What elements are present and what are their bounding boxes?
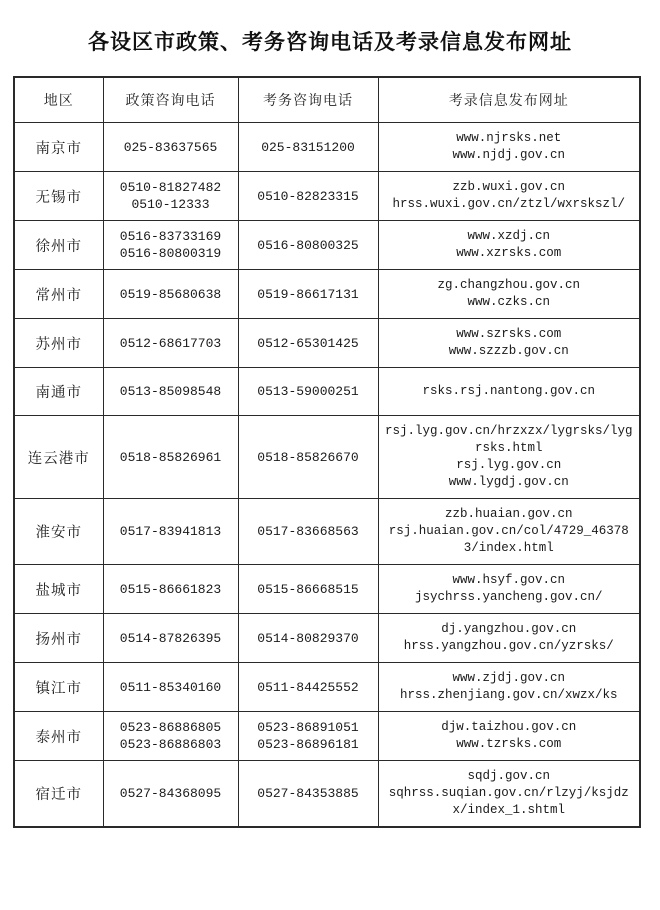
table-row (14, 319, 640, 368)
table-row (14, 499, 640, 565)
region-cell: 泰州市 (14, 712, 103, 761)
exam-phone-cell (238, 416, 378, 499)
exam-phone-line: 0523-86891051 (257, 720, 359, 735)
url-line: www.xzrsks.com (456, 246, 562, 260)
exam-phone-cell (238, 565, 378, 614)
url-cell (378, 172, 640, 221)
url-cell (378, 499, 640, 565)
region-cell: 苏州市 (14, 319, 103, 368)
exam-phone-line: 0512-65301425 (257, 335, 359, 351)
url-cell (378, 761, 640, 828)
url-line: djw.taizhou.gov.cn (441, 720, 577, 734)
url-line: www.zjdj.gov.cn (452, 671, 566, 685)
url-line: sqhrss.suqian.gov.cn/rlzyj/ksjdzx/index_1.shtml (388, 786, 629, 817)
exam-phone-cell (238, 499, 378, 565)
table-row (14, 172, 640, 221)
policy-phone-cell (103, 565, 238, 614)
url-cell (378, 319, 640, 368)
url-cell (378, 123, 640, 172)
exam-phone-line: 0516-80800325 (257, 237, 359, 253)
region-cell: 淮安市 (14, 499, 103, 565)
exam-phone-cell (238, 172, 378, 221)
policy-phone-line: 0519-85680638 (119, 286, 222, 302)
url-line: www.szrsks.com (456, 327, 562, 341)
exam-phone-cell (238, 270, 378, 319)
url-line: rsj.lyg.gov.cn (456, 458, 562, 472)
policy-phone-line: 0517-83941813 (119, 524, 222, 539)
url-line: www.xzdj.cn (467, 229, 550, 243)
region-cell: 盐城市 (14, 565, 103, 614)
policy-phone-cell (103, 221, 238, 270)
exam-phone-line: 0518-85826670 (257, 449, 359, 465)
policy-phone-line: 0518-85826961 (119, 449, 222, 465)
policy-phone-line: 0516-80800319 (119, 246, 222, 261)
policy-phone-line: 0510-81827482 (119, 180, 222, 195)
exam-phone-line: 0513-59000251 (257, 384, 359, 399)
policy-phone-line: 0511-85340160 (119, 679, 222, 695)
exam-phone-line: 0519-86617131 (257, 286, 359, 302)
exam-phone-line: 0527-84353885 (257, 786, 359, 801)
url-cell (378, 221, 640, 270)
url-line: www.njdj.gov.cn (452, 148, 566, 162)
table-row (14, 221, 640, 270)
policy-phone-line: 0514-87826395 (119, 630, 222, 646)
exam-phone-cell (238, 123, 378, 172)
exam-phone-line: 0517-83668563 (257, 524, 359, 539)
table-row (14, 761, 640, 828)
table-header-row (14, 77, 640, 123)
column-header: 地区 (14, 77, 103, 123)
exam-phone-line: 0523-86896181 (257, 737, 359, 752)
document-page (0, 26, 660, 828)
column-header: 考录信息发布网址 (378, 77, 640, 123)
table-row (14, 712, 640, 761)
url-line: www.njrsks.net (456, 131, 562, 145)
url-line: www.czks.cn (467, 295, 550, 309)
policy-phone-cell (103, 270, 238, 319)
policy-phone-cell (103, 368, 238, 416)
exam-phone-line: 0511-84425552 (257, 679, 359, 695)
policy-phone-cell (103, 123, 238, 172)
url-line: rsj.lyg.gov.cn/hrzxzx/lygrsks/lygrsks.html (384, 424, 633, 455)
url-line: hrss.yangzhou.gov.cn/yzrsks/ (403, 639, 614, 653)
url-line: hrss.zhenjiang.gov.cn/xwzx/ks (399, 688, 618, 702)
url-line: www.szzzb.gov.cn (448, 344, 569, 358)
policy-phone-line: 0516-83733169 (119, 229, 222, 244)
page-title: 各设区市政策、考务咨询电话及考录信息发布网址 (88, 30, 572, 54)
exam-phone-line: 0510-82823315 (257, 188, 359, 204)
url-line: zzb.huaian.gov.cn (444, 507, 573, 521)
url-cell (378, 416, 640, 499)
policy-phone-cell (103, 416, 238, 499)
url-cell (378, 565, 640, 614)
region-cell: 扬州市 (14, 614, 103, 663)
url-cell (378, 614, 640, 663)
region-cell: 南通市 (14, 368, 103, 416)
column-header: 考务咨询电话 (238, 77, 378, 123)
url-line: sqdj.gov.cn (467, 769, 550, 783)
region-cell: 徐州市 (14, 221, 103, 270)
policy-phone-cell (103, 319, 238, 368)
exam-phone-cell (238, 712, 378, 761)
policy-phone-cell (103, 614, 238, 663)
policy-phone-cell (103, 172, 238, 221)
policy-phone-line: 0527-84368095 (119, 786, 222, 801)
policy-phone-line: 0510-12333 (131, 197, 210, 212)
exam-phone-line: 0515-86668515 (257, 581, 359, 597)
column-header: 政策咨询电话 (103, 77, 238, 123)
region-cell: 无锡市 (14, 172, 103, 221)
url-line: www.tzrsks.com (456, 737, 562, 751)
policy-phone-line: 025-83637565 (123, 139, 218, 155)
url-cell (378, 712, 640, 761)
policy-phone-line: 0512-68617703 (119, 335, 222, 351)
policy-phone-line: 0513-85098548 (119, 384, 222, 399)
url-cell (378, 663, 640, 712)
exam-phone-cell (238, 368, 378, 416)
url-line: zzb.wuxi.gov.cn (452, 180, 566, 194)
url-line: dj.yangzhou.gov.cn (441, 622, 577, 636)
region-cell: 连云港市 (14, 416, 103, 499)
table-row (14, 565, 640, 614)
region-cell: 镇江市 (14, 663, 103, 712)
url-line: www.lygdj.gov.cn (448, 475, 569, 489)
policy-phone-cell (103, 663, 238, 712)
exam-phone-cell (238, 761, 378, 828)
exam-phone-cell (238, 614, 378, 663)
policy-phone-cell (103, 499, 238, 565)
policy-phone-line: 0523-86886805 (119, 720, 222, 735)
policy-phone-line: 0523-86886803 (119, 737, 222, 752)
city-contact-table (13, 76, 641, 828)
table-row (14, 416, 640, 499)
table-row (14, 123, 640, 172)
region-cell: 常州市 (14, 270, 103, 319)
url-line: zg.changzhou.gov.cn (437, 278, 581, 292)
region-cell: 南京市 (14, 123, 103, 172)
policy-phone-cell (103, 761, 238, 828)
exam-phone-line: 0514-80829370 (257, 630, 359, 646)
url-cell (378, 270, 640, 319)
exam-phone-cell (238, 663, 378, 712)
url-line: rsks.rsj.nantong.gov.cn (422, 384, 596, 398)
exam-phone-line: 025-83151200 (261, 139, 355, 155)
url-line: jsychrss.yancheng.gov.cn/ (414, 590, 603, 604)
exam-phone-cell (238, 319, 378, 368)
table-row (14, 614, 640, 663)
table-row (14, 663, 640, 712)
url-cell (378, 368, 640, 416)
region-cell: 宿迁市 (14, 761, 103, 828)
policy-phone-line: 0515-86661823 (119, 581, 222, 597)
url-line: www.hsyf.gov.cn (452, 573, 566, 587)
exam-phone-cell (238, 221, 378, 270)
table-row (14, 270, 640, 319)
policy-phone-cell (103, 712, 238, 761)
url-line: hrss.wuxi.gov.cn/ztzl/wxrskszl/ (392, 197, 626, 211)
url-line: rsj.huaian.gov.cn/col/4729_463783/index.html (388, 524, 629, 555)
table-row (14, 368, 640, 416)
